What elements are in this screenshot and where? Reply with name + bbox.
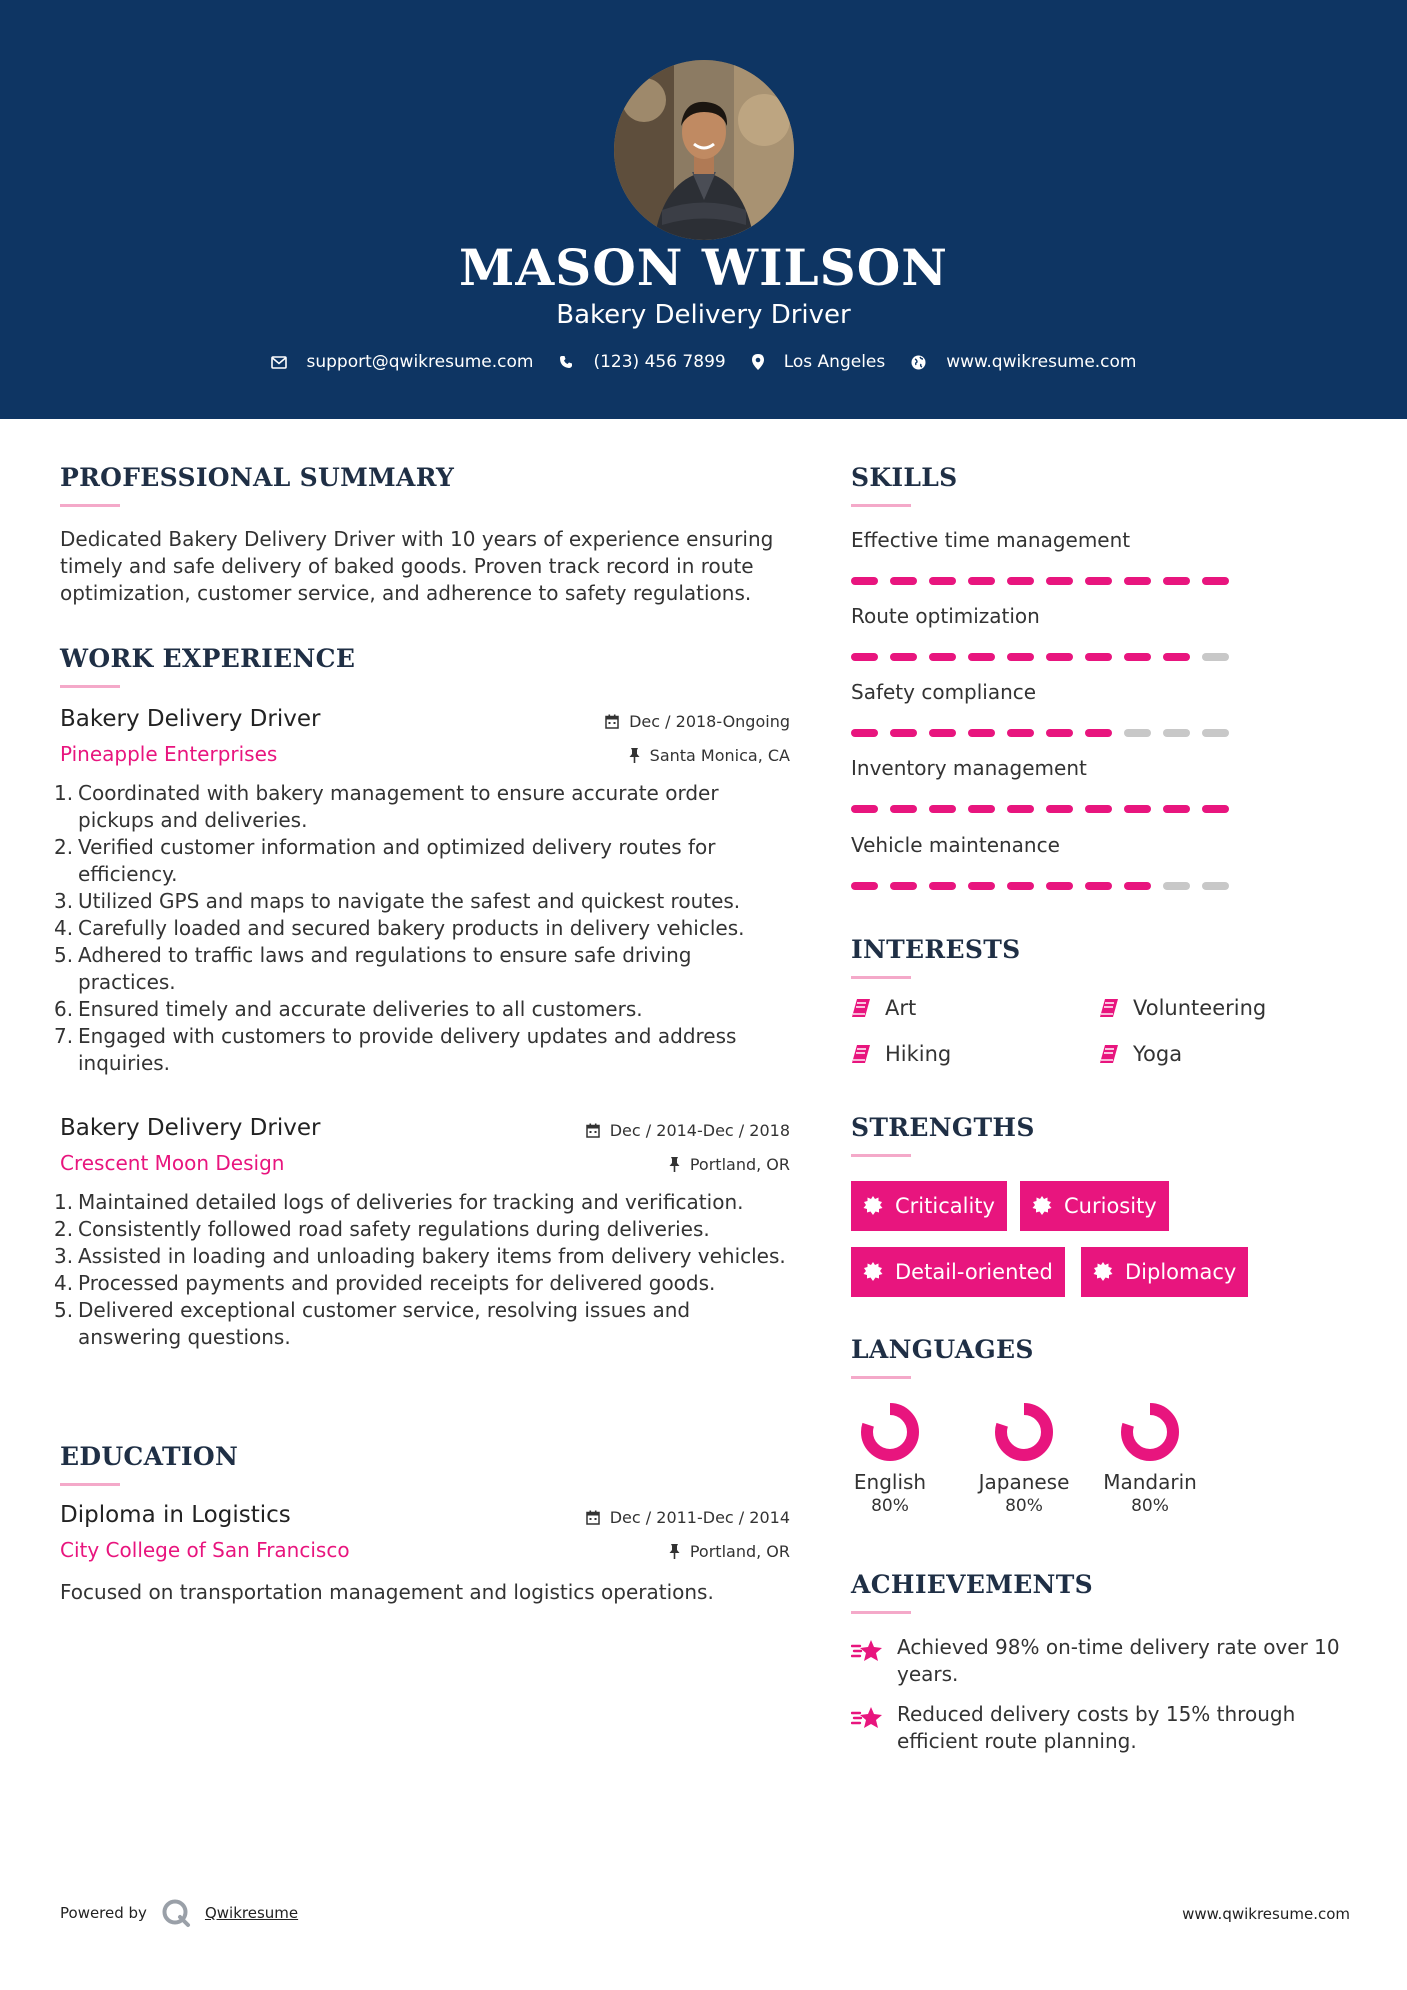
- book-icon: [1099, 1044, 1119, 1064]
- interests-heading-underline: [851, 976, 911, 979]
- skill-level-dot: [1163, 729, 1190, 737]
- candidate-name: MASON WILSON: [459, 238, 948, 297]
- list-item: Consistently followed road safety regulations during deliveries.: [78, 1217, 710, 1241]
- skill-level-dot: [1163, 577, 1190, 585]
- skill-name: Vehicle maintenance: [851, 833, 1060, 857]
- interest-label: Volunteering: [1133, 996, 1267, 1020]
- contact-location: [752, 352, 886, 372]
- interest-item: [851, 996, 916, 1020]
- powered-by-label: Powered by: [60, 1904, 147, 1922]
- list-item: Coordinated with bakery management to ensure accurate order pickups and deliveries.: [78, 781, 719, 832]
- skill-level-dot: [1124, 882, 1151, 890]
- experience-heading-underline: [60, 685, 120, 688]
- skill-level-bar: [851, 882, 1241, 890]
- job-company: Pineapple Enterprises: [60, 742, 278, 766]
- contact-email[interactable]: [271, 352, 534, 372]
- skill-level-dot: [1046, 882, 1073, 890]
- strengths-heading: STRENGTHS: [851, 1113, 1035, 1142]
- list-item: Verified customer information and optimized delivery routes for efficiency.: [78, 835, 716, 886]
- achievement-item: [851, 1634, 1351, 1688]
- skill-level-dot: [890, 882, 917, 890]
- skill-level-dot: [1163, 653, 1190, 661]
- skill-level-dot: [1007, 805, 1034, 813]
- skill-name: Inventory management: [851, 756, 1087, 780]
- globe-icon: [911, 355, 926, 370]
- skill-level-dot: [1124, 577, 1151, 585]
- job-location-text: Santa Monica, CA: [649, 746, 790, 765]
- skill-name: Route optimization: [851, 604, 1040, 628]
- interest-label: Yoga: [1133, 1042, 1183, 1066]
- shooting-star-icon: [851, 1705, 885, 1731]
- skill-level-dot: [851, 577, 878, 585]
- skill-level-dot: [1007, 729, 1034, 737]
- education-heading-underline: [60, 1483, 120, 1486]
- interest-item: [851, 1042, 951, 1066]
- skill-level-dot: [1046, 577, 1073, 585]
- school-name: City College of San Francisco: [60, 1538, 350, 1562]
- footer-branding: [60, 1898, 298, 1928]
- pushpin-icon: [669, 1544, 680, 1559]
- job-location: [629, 746, 790, 765]
- skill-level-dot: [851, 882, 878, 890]
- skill-level-bar: [851, 577, 1241, 585]
- strength-label: Detail-oriented: [895, 1260, 1053, 1284]
- skill-level-dot: [929, 577, 956, 585]
- calendar-icon: [586, 1510, 600, 1525]
- strength-label: Diplomacy: [1125, 1260, 1237, 1284]
- skill-level-dot: [1085, 729, 1112, 737]
- website-text: www.qwikresume.com: [946, 352, 1137, 372]
- summary-heading: PROFESSIONAL SUMMARY: [60, 463, 455, 492]
- list-item: Ensured timely and accurate deliveries to all customers.: [78, 997, 643, 1021]
- language-name: Japanese: [978, 1470, 1070, 1494]
- phone-text: (123) 456 7899: [593, 352, 726, 372]
- skill-level-dot: [851, 729, 878, 737]
- list-item: Maintained detailed logs of deliveries for tracking and verification.: [78, 1190, 744, 1214]
- interest-item: [1099, 1042, 1182, 1066]
- job-title: Bakery Delivery Driver: [60, 706, 321, 732]
- job-responsibilities: [60, 1189, 790, 1351]
- skill-level-dot: [968, 577, 995, 585]
- list-item: Delivered exceptional customer service, resolving issues and answering questions.: [78, 1298, 691, 1349]
- gear-badge-icon: [863, 1196, 883, 1216]
- skill-level-dot: [968, 729, 995, 737]
- list-item: Adhered to traffic laws and regulations to ensure safe driving practices.: [78, 943, 692, 994]
- language-item: [1090, 1400, 1210, 1516]
- pushpin-icon: [669, 1157, 680, 1172]
- language-progress-ring: [858, 1400, 922, 1464]
- achievements-heading: ACHIEVEMENTS: [851, 1570, 1093, 1599]
- list-item: Processed payments and provided receipts for delivered goods.: [78, 1271, 716, 1295]
- book-icon: [851, 998, 871, 1018]
- resume-header: [0, 0, 1407, 419]
- skill-level-dot: [1046, 653, 1073, 661]
- summary-heading-underline: [60, 504, 120, 507]
- skill-name: Effective time management: [851, 528, 1131, 552]
- skill-level-dot: [968, 653, 995, 661]
- gear-badge-icon: [1032, 1196, 1052, 1216]
- skill-name: Safety compliance: [851, 680, 1037, 704]
- skill-level-dot: [1202, 653, 1229, 661]
- degree-title: Diploma in Logistics: [60, 1502, 291, 1528]
- skills-heading: SKILLS: [851, 463, 958, 492]
- book-icon: [851, 1044, 871, 1064]
- skill-level-dot: [1202, 577, 1229, 585]
- job-entry: [60, 1115, 790, 1351]
- gear-badge-icon: [1093, 1262, 1113, 1282]
- list-item: Carefully loaded and secured bakery products in delivery vehicles.: [78, 916, 745, 940]
- location-text: Los Angeles: [783, 352, 886, 372]
- list-item: Utilized GPS and maps to navigate the safest and quickest routes.: [78, 889, 741, 913]
- skill-level-dot: [1163, 805, 1190, 813]
- pushpin-icon: [629, 748, 640, 763]
- map-pin-icon: [752, 354, 764, 370]
- skill-level-dot: [890, 577, 917, 585]
- skill-level-bar: [851, 729, 1241, 737]
- language-percent: 80%: [871, 1496, 909, 1516]
- language-name: Mandarin: [1103, 1470, 1197, 1494]
- achievement-text: Achieved 98% on-time delivery rate over 10 years.: [897, 1635, 1340, 1686]
- languages-heading-underline: [851, 1376, 911, 1379]
- education-heading: EDUCATION: [60, 1442, 239, 1471]
- interest-label: Art: [885, 996, 917, 1020]
- qwikresume-logo-icon: [161, 1898, 191, 1928]
- skill-level-dot: [968, 882, 995, 890]
- skill-level-dot: [1007, 577, 1034, 585]
- achievements-heading-underline: [851, 1611, 911, 1614]
- skill-level-dot: [929, 653, 956, 661]
- interest-label: Hiking: [885, 1042, 952, 1066]
- achievement-text: Reduced delivery costs by 15% through efficient route planning.: [897, 1702, 1296, 1753]
- candidate-title: Bakery Delivery Driver: [556, 300, 851, 330]
- list-item: Engaged with customers to provide delivery updates and address inquiries.: [78, 1024, 737, 1075]
- book-icon: [1099, 998, 1119, 1018]
- skill-level-dot: [1085, 653, 1112, 661]
- job-title: Bakery Delivery Driver: [60, 1115, 321, 1141]
- education-date-text: Dec / 2011-Dec / 2014: [609, 1508, 790, 1527]
- strengths-heading-underline: [851, 1154, 911, 1157]
- skill-level-dot: [851, 653, 878, 661]
- skill-level-dot: [890, 729, 917, 737]
- skills-heading-underline: [851, 504, 911, 507]
- job-company: Crescent Moon Design: [60, 1151, 285, 1175]
- skill-level-dot: [968, 805, 995, 813]
- job-date: [586, 1121, 790, 1140]
- education-description: Focused on transportation management and logistics operations.: [60, 1580, 714, 1604]
- job-date-text: Dec / 2014-Dec / 2018: [609, 1121, 790, 1140]
- strength-badge: [851, 1247, 1065, 1297]
- education-entry: [60, 1502, 790, 1604]
- contact-phone[interactable]: [559, 352, 725, 372]
- strength-label: Criticality: [895, 1194, 995, 1218]
- gear-badge-icon: [863, 1262, 883, 1282]
- skill-level-dot: [929, 729, 956, 737]
- job-entry: [60, 706, 790, 1077]
- experience-heading: WORK EXPERIENCE: [60, 644, 356, 673]
- achievement-item: [851, 1701, 1351, 1755]
- skill-level-dot: [1124, 653, 1151, 661]
- interests-heading: INTERESTS: [851, 935, 1021, 964]
- language-progress-ring: [992, 1400, 1056, 1464]
- skill-level-dot: [1202, 805, 1229, 813]
- skill-level-dot: [851, 805, 878, 813]
- skill-level-dot: [1163, 882, 1190, 890]
- skill-level-dot: [1007, 653, 1034, 661]
- calendar-icon: [586, 1123, 600, 1138]
- skill-level-dot: [929, 882, 956, 890]
- avatar: [614, 60, 794, 240]
- skill-level-dot: [1202, 882, 1229, 890]
- job-location-text: Portland, OR: [689, 1155, 790, 1174]
- footer-website[interactable]: www.qwikresume.com: [1182, 1905, 1350, 1923]
- strength-badge: [1020, 1181, 1169, 1231]
- contact-website[interactable]: [911, 352, 1136, 372]
- skill-level-dot: [890, 805, 917, 813]
- language-name: English: [853, 1470, 927, 1494]
- interest-item: [1099, 996, 1266, 1020]
- calendar-icon: [605, 714, 619, 729]
- list-item: Assisted in loading and unloading bakery items from delivery vehicles.: [78, 1244, 786, 1268]
- education-date: [586, 1508, 790, 1527]
- skill-level-dot: [1085, 577, 1112, 585]
- job-responsibilities: [60, 780, 790, 1077]
- job-location: [669, 1155, 790, 1174]
- shooting-star-icon: [851, 1638, 885, 1664]
- skill-level-dot: [890, 653, 917, 661]
- skill-level-dot: [1124, 729, 1151, 737]
- skill-level-dot: [1124, 805, 1151, 813]
- skill-level-dot: [929, 805, 956, 813]
- language-percent: 80%: [1005, 1496, 1043, 1516]
- education-location-text: Portland, OR: [689, 1542, 790, 1561]
- language-progress-ring: [1118, 1400, 1182, 1464]
- envelope-icon: [271, 356, 287, 369]
- strength-label: Curiosity: [1064, 1194, 1157, 1218]
- job-date: [605, 712, 790, 731]
- skill-level-bar: [851, 653, 1241, 661]
- skill-level-dot: [1007, 882, 1034, 890]
- skill-level-dot: [1202, 729, 1229, 737]
- phone-icon: [559, 355, 573, 369]
- skill-level-dot: [1046, 805, 1073, 813]
- language-item: [830, 1400, 950, 1516]
- languages-heading: LANGUAGES: [851, 1335, 1034, 1364]
- contact-bar: [0, 352, 1407, 372]
- email-text: support@qwikresume.com: [306, 352, 534, 372]
- education-location: [669, 1542, 790, 1561]
- summary-text: Dedicated Bakery Delivery Driver with 10 years of experience ensuring timely and safe delivery of baked goods. Proven track record in route optimization, customer service, and adherence to safety regulations.: [60, 527, 774, 605]
- skill-level-dot: [1085, 805, 1112, 813]
- strength-badge: [1081, 1247, 1248, 1297]
- language-percent: 80%: [1131, 1496, 1169, 1516]
- brand-link[interactable]: Qwikresume: [204, 1904, 299, 1922]
- strength-badge: [851, 1181, 1007, 1231]
- skill-level-dot: [1046, 729, 1073, 737]
- skill-level-dot: [1085, 882, 1112, 890]
- job-date-text: Dec / 2018-Ongoing: [629, 712, 790, 731]
- language-item: [964, 1400, 1084, 1516]
- skill-level-bar: [851, 805, 1241, 813]
